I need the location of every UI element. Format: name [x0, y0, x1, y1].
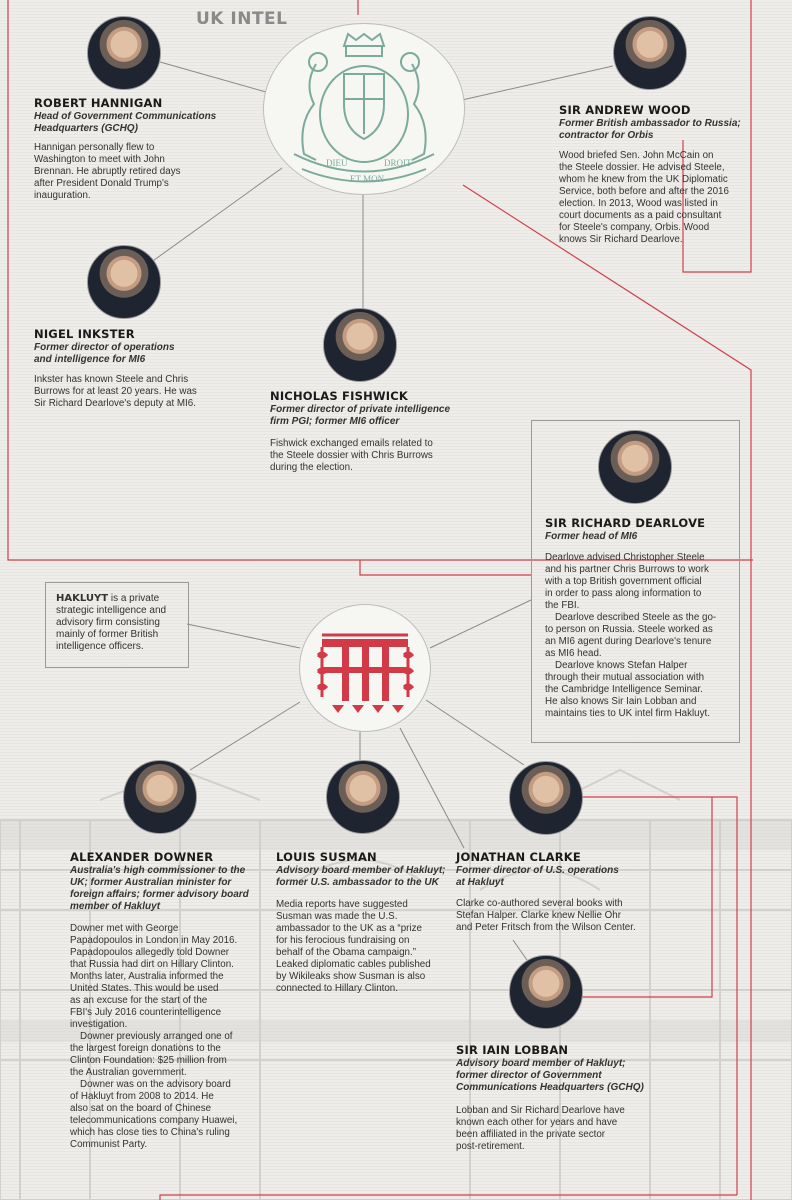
inkster-role — [34, 342, 234, 366]
wood-bio-line-7: for Steele's company, Orbis. Wood — [559, 222, 710, 233]
dearlove-bio-p1-line-5: the FBI. — [545, 600, 580, 611]
susman-photo — [326, 760, 400, 834]
dearlove-bio-paragraph-2 — [545, 612, 733, 660]
crest-icon — [264, 24, 464, 194]
dearlove-bio-paragraph-3 — [545, 660, 733, 720]
downer-bio-p1-line-6: United States. This would be used — [70, 983, 219, 994]
motto-right: DROIT — [384, 158, 412, 168]
downer-bio-p1-line-9: investigation. — [70, 1019, 128, 1030]
inkster-photo — [87, 245, 161, 319]
clarke-bio-line-1: Clarke co-authored several books with — [456, 898, 623, 909]
downer-bio-p1-line-8: FBI's July 2016 counterintelligence — [70, 1007, 222, 1018]
susman-role-line-1: Advisory board member of Hakluyt; — [276, 865, 446, 876]
inkster-bio-line-1: Inkster has known Steele and Chris — [34, 374, 189, 385]
downer-bio-p3-line-2: of Hakluyt from 2008 to 2014. He — [70, 1091, 214, 1102]
clarke-bio-line-2: Stefan Halper. Clarke knew Nellie Ohr — [456, 910, 621, 921]
hakluyt-logo — [299, 604, 431, 732]
clarke-bio-line-3: and Peter Fritsch from the Wilson Center. — [456, 922, 636, 933]
royal-coat-of-arms-emblem — [263, 23, 465, 195]
motto-center: ET MON — [350, 174, 385, 184]
susman-role-line-2: former U.S. ambassador to the UK — [276, 877, 439, 888]
hakluyt-note-line-2: strategic intelligence and — [56, 605, 167, 616]
lobban-photo — [509, 955, 583, 1029]
fishwick-bio — [270, 438, 490, 474]
downer-bio-p2-line-3: Clinton Foundation: $25 million from — [70, 1055, 227, 1066]
downer-bio-paragraph-3 — [70, 1079, 260, 1151]
hannigan-bio-line-4: after President Donald Trump's — [34, 178, 169, 189]
dearlove-bio-paragraph-1 — [545, 552, 733, 612]
downer-name: ALEXANDER DOWNER — [70, 850, 214, 864]
downer-bio-p3-line-6: Communist Party. — [70, 1139, 148, 1150]
hakluyt-note-line-3: advisory firm consisting — [56, 617, 160, 628]
lobban-role-line-1: Advisory board member of Hakluyt; — [456, 1058, 626, 1069]
susman-bio-line-8: connected to Hillary Clinton. — [276, 983, 398, 994]
fishwick-bio-line-1: Fishwick exchanged emails related to — [270, 438, 433, 449]
dearlove-bio-p3-line-1: Dearlove knows Stefan Halper — [555, 660, 688, 671]
inkster-bio-line-3: Sir Richard Dearlove's deputy at MI6. — [34, 398, 196, 409]
clarke-bio — [456, 898, 676, 934]
lobban-bio-line-3: been affiliated in the private sector — [456, 1129, 606, 1140]
dearlove-bio-p2-line-1: Dearlove described Steele as the go- — [555, 612, 717, 623]
wood-name: SIR ANDREW WOOD — [559, 103, 691, 117]
susman-bio-line-7: by Wikileaks show Susman is also — [276, 971, 426, 982]
fishwick-role-line-2: firm PGI; former MI6 officer — [270, 416, 400, 427]
downer-bio-p1-line-4: that Russia had dirt on Hillary Clinton. — [70, 959, 234, 970]
dearlove-bio-p3-line-2: through their mutual association with — [545, 672, 705, 683]
lobban-name: SIR IAIN LOBBAN — [456, 1043, 569, 1057]
susman-name: LOUIS SUSMAN — [276, 850, 377, 864]
lobban-role-line-3: Communications Headquarters (GCHQ) — [456, 1082, 644, 1093]
hakluyt-note-lead: HAKLUYT — [56, 593, 109, 604]
hakluyt-note — [56, 593, 181, 653]
dearlove-bio-p3-line-4: He also knows Sir Iain Lobban and — [545, 696, 697, 707]
page-title: UK INTEL — [196, 9, 288, 29]
clarke-role-line-1: Former director of U.S. operations — [456, 865, 619, 876]
downer-bio — [70, 923, 260, 1151]
wood-bio-line-5: election. In 2013, Wood was listed in — [559, 198, 718, 209]
downer-bio-p2-line-2: the largest foreign donations to the — [70, 1043, 221, 1054]
wood-role-line-2: contractor for Orbis — [559, 130, 654, 141]
dearlove-bio — [545, 552, 733, 720]
hannigan-bio — [34, 142, 254, 202]
fishwick-photo — [323, 308, 397, 382]
susman-bio-line-4: for his ferocious fundraising on — [276, 935, 410, 946]
dearlove-bio-p3-line-5: maintains ties to UK intel firm Hakluyt. — [545, 708, 710, 719]
wood-photo — [613, 16, 687, 90]
wood-bio-line-4: Service, both before and after the 2016 — [559, 186, 729, 197]
downer-bio-p1-line-3: Papadopoulos allegedly told Downer — [70, 947, 230, 958]
wood-bio-line-8: knows Sir Richard Dearlove. — [559, 234, 683, 245]
wood-bio-line-6: court documents as a paid consultant — [559, 210, 722, 221]
fishwick-name: NICHOLAS FISHWICK — [270, 389, 409, 403]
hannigan-bio-line-5: inauguration. — [34, 190, 91, 201]
downer-bio-p1-line-1: Downer met with George — [70, 923, 179, 934]
downer-bio-p2-line-4: the Australian government. — [70, 1067, 187, 1078]
hannigan-photo — [87, 16, 161, 90]
downer-bio-p3-line-5: which has close ties to China's ruling — [70, 1127, 230, 1138]
wood-bio-line-2: the Steele dossier. He advised Steele, — [559, 162, 725, 173]
hakluyt-note-line-4: mainly of former British — [56, 629, 159, 640]
downer-role-line-4: member of Hakluyt — [70, 901, 161, 912]
fishwick-bio-line-2: the Steele dossier with Chris Burrows — [270, 450, 433, 461]
dearlove-name: SIR RICHARD DEARLOVE — [545, 516, 706, 530]
susman-role — [276, 865, 456, 889]
hakluyt-note-line-5: intelligence officers. — [56, 641, 144, 652]
downer-bio-p3-line-4: telecommunications company Huawei, — [70, 1115, 238, 1126]
wood-bio — [559, 150, 749, 246]
dearlove-bio-p2-line-3: an MI6 agent during Dearlove's tenure — [545, 636, 712, 647]
downer-bio-p1-line-5: Months later, Australia informed the — [70, 971, 224, 982]
downer-photo — [123, 760, 197, 834]
clarke-photo — [509, 761, 583, 835]
wood-role-line-1: Former British ambassador to Russia; — [559, 118, 741, 129]
hannigan-role-line-2: Headquarters (GCHQ) — [34, 123, 138, 134]
inkster-role-line-2: and intelligence for MI6 — [34, 354, 146, 365]
susman-bio — [276, 899, 452, 995]
downer-role-line-1: Australia's high commissioner to the — [70, 865, 246, 876]
lobban-bio — [456, 1105, 656, 1153]
wood-role — [559, 118, 759, 142]
dearlove-bio-p1-line-2: and his partner Chris Burrows to work — [545, 564, 709, 575]
hannigan-bio-line-2: Washington to meet with John — [34, 154, 165, 165]
lobban-bio-line-4: post-retirement. — [456, 1141, 525, 1152]
susman-bio-line-3: ambassador to the UK as a “prize — [276, 923, 422, 934]
dearlove-photo — [598, 430, 672, 504]
hannigan-bio-line-1: Hannigan personally flew to — [34, 142, 155, 153]
clarke-name: JONATHAN CLARKE — [456, 850, 581, 864]
downer-bio-p1-line-7: as an excuse for the start of the — [70, 995, 208, 1006]
fishwick-role — [270, 404, 490, 428]
hakluyt-logo-icon — [300, 605, 430, 731]
dearlove-role — [545, 531, 725, 543]
susman-bio-line-2: Susman was made the U.S. — [276, 911, 398, 922]
lobban-role-line-2: former director of Government — [456, 1070, 602, 1081]
dearlove-bio-p2-line-4: as MI6 head. — [545, 648, 602, 659]
dearlove-bio-p1-line-3: with a top British government official — [545, 576, 702, 587]
inkster-role-line-1: Former director of operations — [34, 342, 175, 353]
hannigan-role-line-1: Head of Government Communications — [34, 111, 217, 122]
susman-bio-line-5: behalf of the Obama campaign.” — [276, 947, 416, 958]
dearlove-bio-p1-line-1: Dearlove advised Christopher Steele — [545, 552, 705, 563]
downer-bio-p1-line-2: Papadopoulos in London in May 2016. — [70, 935, 238, 946]
wood-bio-line-3: whom he knew from the UK Diplomatic — [559, 174, 728, 185]
hannigan-role — [34, 111, 264, 135]
fishwick-role-line-1: Former director of private intelligence — [270, 404, 451, 415]
downer-bio-p2-line-1: Downer previously arranged one of — [80, 1031, 233, 1042]
dearlove-role-line-1: Former head of MI6 — [545, 531, 638, 542]
clarke-role — [456, 865, 656, 889]
downer-bio-p3-line-1: Downer was on the advisory board — [80, 1079, 231, 1090]
inkster-bio-line-2: Burrows for at least 20 years. He was — [34, 386, 197, 397]
dearlove-bio-p2-line-2: to person on Russia. Steele worked as — [545, 624, 713, 635]
inkster-name: NIGEL INKSTER — [34, 327, 135, 341]
downer-bio-p3-line-3: also sat on the board of Chinese — [70, 1103, 212, 1114]
downer-bio-paragraph-2 — [70, 1031, 260, 1079]
dearlove-bio-p3-line-3: the Cambridge Intelligence Seminar. — [545, 684, 703, 695]
susman-bio-line-6: Leaked diplomatic cables published — [276, 959, 431, 970]
inkster-bio — [34, 374, 249, 410]
downer-role-line-2: UK; former Australian minister for — [70, 877, 232, 888]
fishwick-bio-line-3: during the election. — [270, 462, 353, 473]
downer-bio-paragraph-1 — [70, 923, 260, 1031]
lobban-bio-line-1: Lobban and Sir Richard Dearlove have — [456, 1105, 625, 1116]
downer-role-line-3: foreign affairs; former advisory board — [70, 889, 249, 900]
dearlove-bio-p1-line-4: in order to pass along information to — [545, 588, 702, 599]
hannigan-name: ROBERT HANNIGAN — [34, 96, 163, 110]
clarke-role-line-2: at Hakluyt — [456, 877, 504, 888]
wood-bio-line-1: Wood briefed Sen. John McCain on — [559, 150, 714, 161]
susman-bio-line-1: Media reports have suggested — [276, 899, 408, 910]
lobban-bio-line-2: known each other for years and have — [456, 1117, 618, 1128]
downer-role — [70, 865, 270, 913]
lobban-role — [456, 1058, 666, 1094]
hannigan-bio-line-3: Brennan. He abruptly retired days — [34, 166, 181, 177]
motto-left: DIEU — [326, 158, 348, 168]
hakluyt-note-line-1: is a private — [108, 593, 160, 604]
